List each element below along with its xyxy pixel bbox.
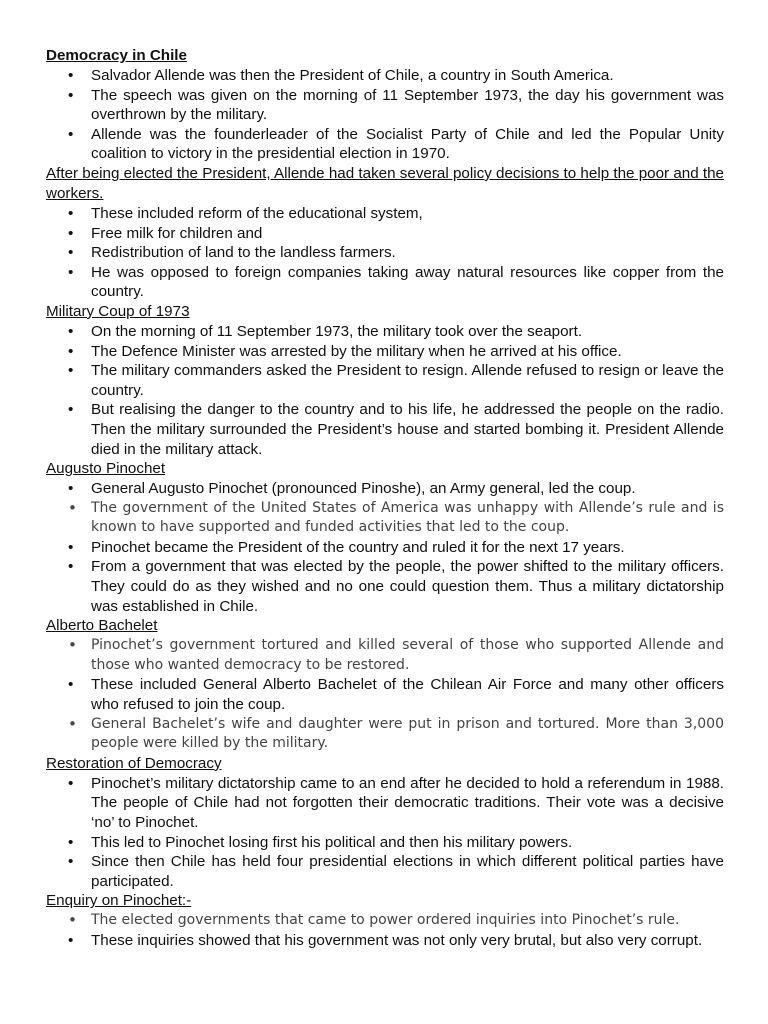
- bullet-list-augusto-pinochet: [46, 479, 724, 616]
- section-title-alberto-bachelet: Alberto Bachelet: [46, 617, 158, 635]
- section-title-enquiry-on-pinochet: Enquiry on Pinochet:-: [46, 892, 192, 910]
- bullet-list-democracy-in-chile: [46, 66, 724, 164]
- bullet-list-enquiry-on-pinochet: [46, 911, 724, 950]
- list-item: • Pinochet’s military dictatorship came to an end after he decided to hold a referendum in 1988. The people of Chile had not forgotten their democratic traditions. Their vote was a decisive ‘no’ to Pinochet.: [46, 774, 724, 833]
- bullet-list-alberto-bachelet: [46, 636, 724, 754]
- list-item: • Since then Chile has held four presidential elections in which different political parties have participated.: [46, 852, 724, 891]
- list-item: • The Defence Minister was arrested by the military when he arrived at his office.: [46, 342, 724, 362]
- list-item: • Allende was the founderleader of the Socialist Party of Chile and led the Popular Unity coalition to victory in the presidential election in 1970.: [46, 125, 724, 164]
- list-item: • General Augusto Pinochet (pronounced Pinoshe), an Army general, led the coup.: [46, 479, 724, 499]
- section-title-democracy-in-chile: Democracy in Chile: [46, 47, 187, 64]
- bullet-list-policy-decisions: [46, 204, 724, 302]
- list-item: • Free milk for children and: [46, 224, 724, 244]
- list-item: • Pinochet became the President of the country and ruled it for the next 17 years.: [46, 538, 724, 558]
- list-item: • The elected governments that came to power ordered inquiries into Pinochet’s rule.: [46, 911, 724, 931]
- section-title-restoration-of-democracy: Restoration of Democracy: [46, 754, 222, 772]
- bullet-list-restoration-of-democracy: [46, 774, 724, 892]
- list-item: • But realising the danger to the country and to his life, he addressed the people on the radio. Then the military surrounded the President’s house and started bombing it. President Allende died in the military attack.: [46, 400, 724, 459]
- section-title-military-coup: Military Coup of 1973: [46, 302, 190, 320]
- list-item: • These inquiries showed that his government was not only very brutal, but also very corrupt.: [46, 931, 724, 951]
- list-item: • This led to Pinochet losing first his political and then his military powers.: [46, 833, 724, 853]
- section-title-policy-decisions: After being elected the President, Allende had taken several policy decisions to help the poor and the workers.: [46, 164, 724, 202]
- list-item: • These included reform of the educational system,: [46, 204, 724, 224]
- list-item: • Redistribution of land to the landless farmers.: [46, 243, 724, 263]
- list-item: • The speech was given on the morning of 11 September 1973, the day his government was overthrown by the military.: [46, 86, 724, 125]
- list-item: • Salvador Allende was then the President of Chile, a country in South America.: [46, 66, 724, 86]
- section-title-augusto-pinochet: Augusto Pinochet: [46, 460, 166, 478]
- list-item: • He was opposed to foreign companies taking away natural resources like copper from the country.: [46, 263, 724, 302]
- list-item: • These included General Alberto Bachelet of the Chilean Air Force and many other officers who refused to join the coup.: [46, 675, 724, 714]
- list-item: • From a government that was elected by the people, the power shifted to the military officers. They could do as they wished and no one could question them. Thus a military dictatorship was established in Chile.: [46, 557, 724, 616]
- list-item: • Pinochet’s government tortured and killed several of those who supported Allende and those who wanted democracy to be restored.: [46, 636, 724, 675]
- bullet-list-military-coup: [46, 322, 724, 459]
- list-item: • On the morning of 11 September 1973, the military took over the seaport.: [46, 322, 724, 342]
- list-item: • The military commanders asked the President to resign. Allende refused to resign or leave the country.: [46, 361, 724, 400]
- list-item: • The government of the United States of America was unhappy with Allende’s rule and is known to have supported and funded activities that led to the coup.: [46, 499, 724, 538]
- list-item: • General Bachelet’s wife and daughter were put in prison and tortured. More than 3,000 people were killed by the military.: [46, 715, 724, 754]
